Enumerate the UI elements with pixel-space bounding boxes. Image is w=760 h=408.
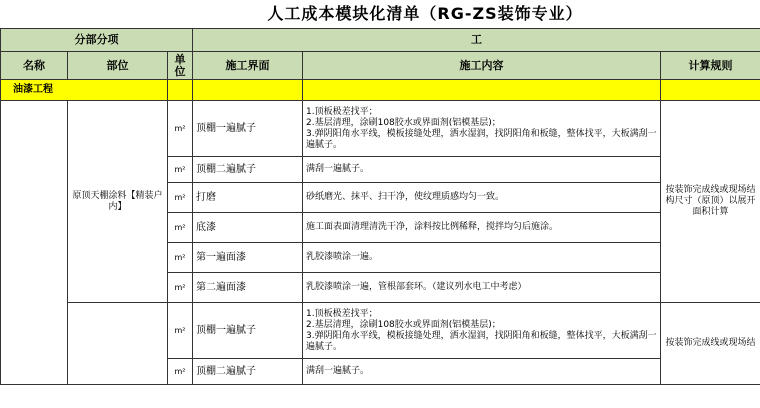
unit-cell: m² bbox=[168, 157, 193, 183]
part-cell: 原顶天棚涂料【精装户内】 bbox=[68, 101, 168, 303]
interface-cell: 打磨 bbox=[193, 183, 303, 213]
content-cell bbox=[303, 303, 661, 359]
unit-cell: m² bbox=[168, 243, 193, 273]
content-cell bbox=[303, 157, 661, 183]
interface-cell: 顶棚一遍腻子 bbox=[193, 101, 303, 157]
cost-table bbox=[0, 28, 760, 385]
content-line: 满刮一遍腻子。 bbox=[306, 164, 370, 174]
unit-cell: m² bbox=[168, 359, 193, 385]
unit-cell: m² bbox=[168, 183, 193, 213]
interface-cell: 第二遍面漆 bbox=[193, 273, 303, 303]
name-cell bbox=[1, 101, 68, 385]
part-cell bbox=[68, 303, 168, 385]
header-rule: 计算规则 bbox=[661, 52, 760, 80]
content-cell bbox=[303, 183, 661, 213]
interface-cell: 底漆 bbox=[193, 213, 303, 243]
unit-cell: m² bbox=[168, 303, 193, 359]
header-row bbox=[1, 52, 760, 80]
content-line: 施工面表面清理清洗干净，涂料按比例稀释，搅拌均匀后施涂。 bbox=[306, 222, 559, 232]
section-cell bbox=[168, 80, 193, 101]
rule-cell: 按装饰完成线或现场结构尺寸（原顶）以展开面积计算 bbox=[661, 101, 760, 303]
header-group-left: 分部分项 bbox=[1, 29, 193, 52]
section-name: 油漆工程 bbox=[1, 80, 168, 101]
content-cell bbox=[303, 273, 661, 303]
section-cell bbox=[661, 80, 760, 101]
content-line: 乳胶漆喷涂一遍，管根部套环。（建议列水电工中考虑） bbox=[306, 282, 527, 292]
content-cell bbox=[303, 101, 661, 157]
table-row bbox=[1, 101, 760, 157]
rule-cell: 按装饰完成线或现场结 bbox=[661, 303, 760, 385]
content-line: 3.弹阴阳角水平线，模板接缝处理，洒水湿润，找阴阳角和板缝，整体找平，大板满刮一遍腻子。 bbox=[306, 128, 657, 150]
header-content: 施工内容 bbox=[303, 52, 661, 80]
content-line: 1.顶板极差找平； bbox=[306, 106, 378, 117]
header-name: 名称 bbox=[1, 52, 68, 80]
content-cell bbox=[303, 243, 661, 273]
content-line: 满刮一遍腻子。 bbox=[306, 366, 370, 376]
page-title: 人工成本模块化清单（RG-ZS装饰专业） bbox=[267, 4, 583, 23]
section-cell bbox=[303, 80, 661, 101]
content-cell bbox=[303, 213, 661, 243]
section-cell bbox=[193, 80, 303, 101]
interface-cell: 第一遍面漆 bbox=[193, 243, 303, 273]
table-row bbox=[1, 303, 760, 359]
content-line: 乳胶漆喷涂一遍。 bbox=[306, 252, 379, 262]
unit-cell: m² bbox=[168, 273, 193, 303]
header-part: 部位 bbox=[68, 52, 168, 80]
interface-cell: 顶棚一遍腻子 bbox=[193, 303, 303, 359]
content-line: 2.基层清理，涂刷108胶水或界面剂(铝模基层)； bbox=[306, 319, 501, 330]
content-cell bbox=[303, 359, 661, 385]
header-group-row bbox=[1, 29, 760, 52]
unit-cell: m² bbox=[168, 213, 193, 243]
content-line: 3.弹阴阳角水平线，模板接缝处理，洒水湿润，找阴阳角和板缝，整体找平，大板满刮一遍腻子。 bbox=[306, 330, 657, 352]
header-interface: 施工界面 bbox=[193, 52, 303, 80]
content-line: 砂纸磨光、抹平、扫干净，使纹理质感均匀一致。 bbox=[306, 192, 505, 202]
header-unit: 单位 bbox=[168, 52, 193, 80]
section-row bbox=[1, 80, 760, 101]
content-line: 1.顶板极差找平； bbox=[306, 308, 378, 319]
interface-cell: 顶棚二遍腻子 bbox=[193, 157, 303, 183]
content-line: 2.基层清理，涂刷108胶水或界面剂(铝模基层)； bbox=[306, 117, 501, 128]
interface-cell: 顶棚二遍腻子 bbox=[193, 359, 303, 385]
unit-cell: m² bbox=[168, 101, 193, 157]
header-group-right: 工 bbox=[193, 29, 760, 52]
